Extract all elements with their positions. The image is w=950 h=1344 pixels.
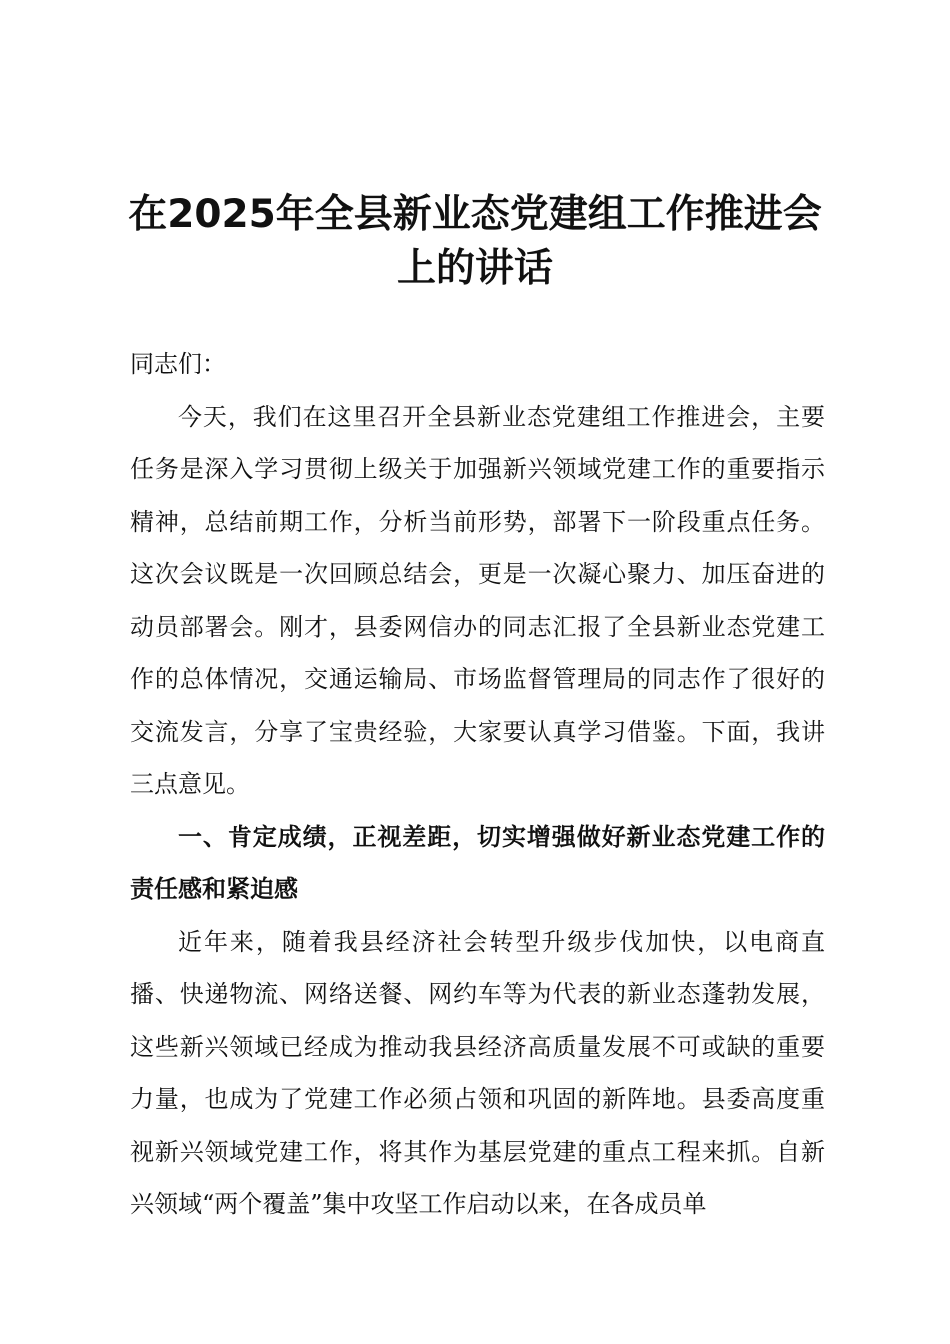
salutation: 同志们： (130, 350, 226, 378)
document-body (130, 338, 825, 1231)
section-paragraph: 近年来，随着我县经济社会转型升级步伐加快，以电商直播、快递物流、网络送餐、网约车等为代表的新业态蓬勃发展，这些新兴领域已经成为推动我县经济高质量发展不可或缺的重要力量，也成为了党建工作必须占领和巩固的新阵地。县委高度重视新兴领域党建工作，将其作为基层党建的重点工程来抓。自新兴领域“两个覆盖”集中攻坚工作启动以来，在各成员单 (130, 927, 825, 1218)
opening-paragraph: 今天，我们在这里召开全县新业态党建组工作推进会，主要任务是深入学习贯彻上级关于加强新兴领域党建工作的重要指示精神，总结前期工作，分析当前形势，部署下一阶段重点任务。这次会议既是一次回顾总结会，更是一次凝心聚力、加压奋进的动员部署会。刚才，县委网信办的同志汇报了全县新业态党建工作的总体情况，交通运输局、市场监督管理局的同志作了很好的交流发言，分享了宝贵经验，大家要认真学习借鉴。下面，我讲三点意见。 (130, 402, 825, 798)
section-heading: 一、肯定成绩，正视差距，切实增强做好新业态党建工作的责任感和紧迫感 (130, 822, 825, 903)
document-title: 在2025年全县新业态党建组工作推进会上的讲话 (128, 192, 822, 291)
